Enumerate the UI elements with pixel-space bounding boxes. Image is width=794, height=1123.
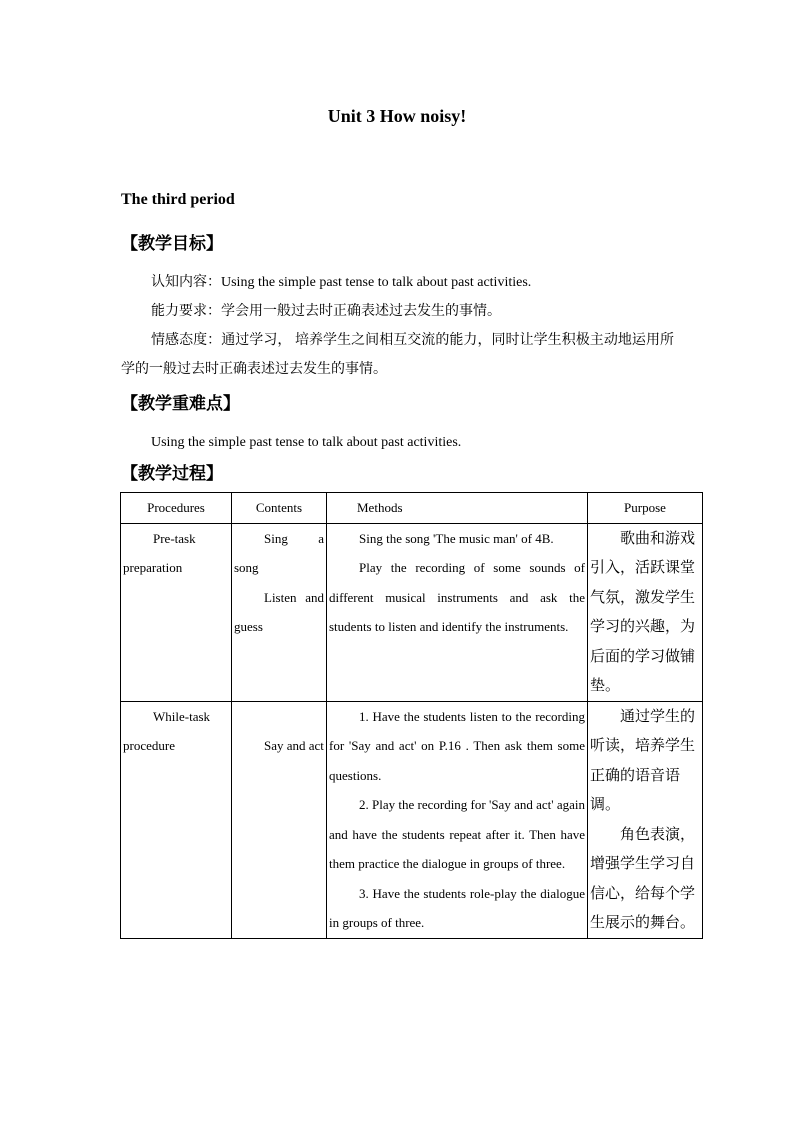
procedure-table — [120, 492, 703, 939]
table-row — [121, 523, 703, 701]
method-item: Sing the song 'The music man' of 4B. — [359, 530, 554, 546]
goal-emotion: 情感态度：通过学习， 培养学生之间相互交流的能力，同时让学生积极主动地运用所学的一般过去时正确表述过去发生的事情。 — [121, 333, 674, 377]
method-item: 1. Have the students listen to the recording for 'Say and act' on P.16 . Then ask them some questions. — [329, 708, 585, 783]
content-item: Sing a song — [234, 530, 324, 575]
method-item: Play the recording of some sounds of different musical instruments and ask the students to listen and identify the instruments. — [329, 560, 585, 634]
procedure-cell: While-task procedure — [121, 701, 232, 938]
key-points-heading: 【教学重难点】 — [121, 394, 240, 414]
header-contents: Contents — [232, 493, 327, 524]
header-methods: Methods — [327, 493, 588, 524]
purpose-item: 角色表演，增强学生学习自信心，给每个学生展示的舞台。 — [590, 824, 696, 931]
purpose-item: 通过学生的听读，培养学生正确的语音语调。 — [590, 706, 696, 813]
table-row — [121, 701, 703, 938]
purpose-cell — [588, 701, 703, 938]
header-purpose: Purpose — [588, 493, 703, 524]
table-header-row — [121, 493, 703, 524]
method-item: 3. Have the students role-play the dialogue in groups of three. — [329, 885, 585, 930]
content-item: Listen and guess — [234, 589, 324, 634]
header-procedures: Procedures — [121, 493, 232, 524]
period-label: The third period — [121, 191, 235, 208]
contents-cell — [232, 701, 327, 938]
key-points-text: Using the simple past tense to talk about past activities. — [151, 435, 462, 450]
content-item: Say and act — [264, 738, 324, 753]
procedure-cell: Pre-task preparation — [121, 523, 232, 701]
methods-cell — [327, 701, 588, 938]
goal-cognitive: 认知内容：Using the simple past tense to talk about past activities. — [151, 275, 532, 290]
methods-cell — [327, 523, 588, 701]
goal-ability: 能力要求：学会用一般过去时正确表述过去发生的事情。 — [151, 304, 501, 319]
purpose-cell: 歌曲和游戏引入，活跃课堂气氛，激发学生学习的兴趣，为后面的学习做铺垫。 — [588, 523, 703, 701]
contents-cell — [232, 523, 327, 701]
method-item: 2. Play the recording for 'Say and act' again and have the students repeat after it. Then have them practice the dialogue in groups of three. — [329, 797, 585, 871]
page-title: Unit 3 How noisy! — [327, 106, 467, 126]
process-heading: 【教学过程】 — [121, 464, 223, 484]
goals-heading: 【教学目标】 — [121, 234, 223, 254]
